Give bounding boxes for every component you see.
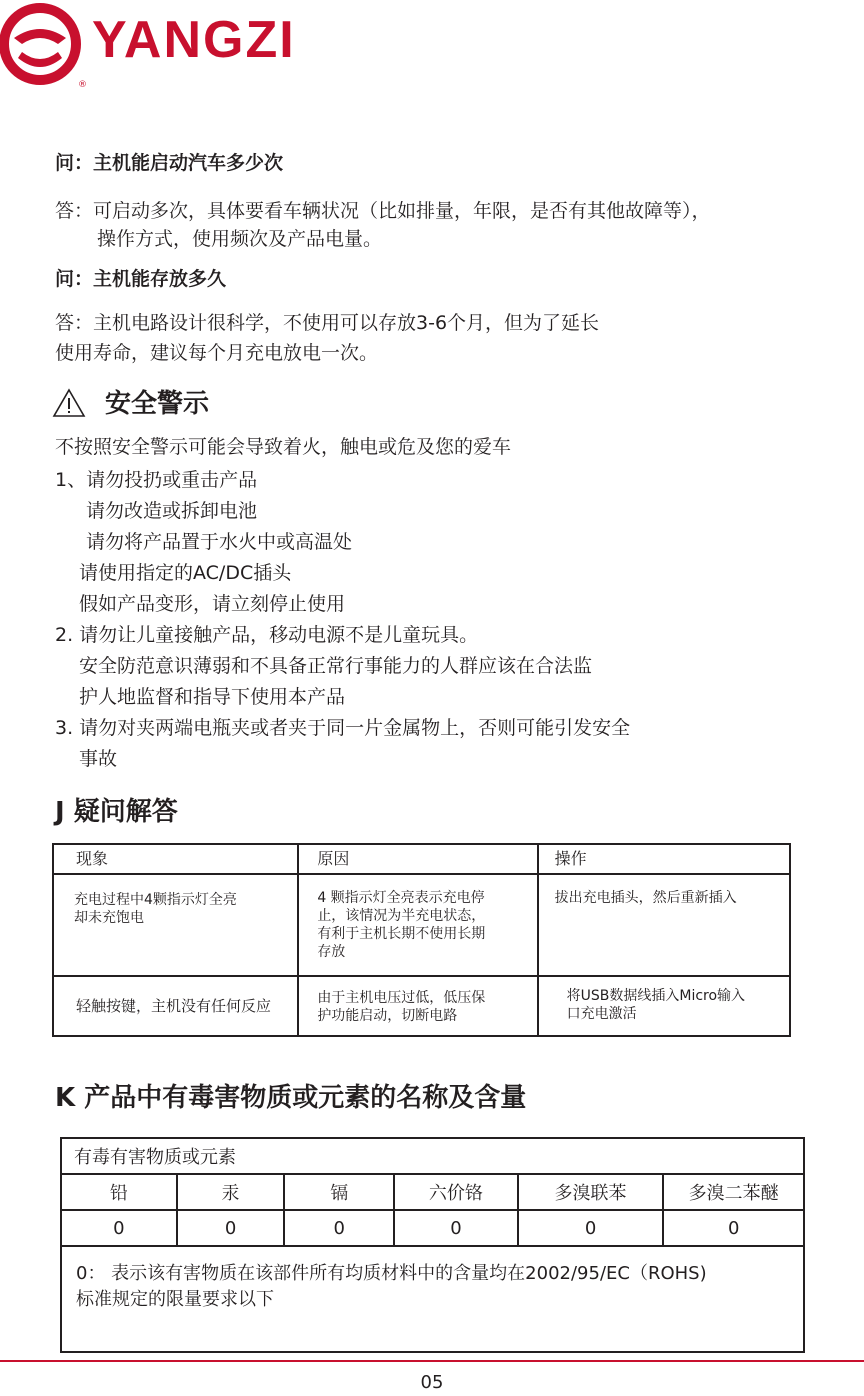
cell-action: 将USB数据线插入Micro输入 口充电激活 — [538, 976, 790, 1036]
safety-line: 假如产品变形，请立刻停止使用 — [79, 593, 346, 615]
table-header-row — [53, 844, 790, 874]
value-cell: 0 — [518, 1210, 664, 1246]
faq-answer-2-line-2: 使用寿命，建议每个月充电放电一次。 — [55, 342, 379, 364]
header-cell: 六价铬 — [394, 1174, 518, 1210]
hazard-table — [60, 1137, 805, 1353]
troubleshoot-table — [52, 843, 791, 1037]
faq-question-2: 问：主机能存放多久 — [55, 268, 227, 290]
value-cell: 0 — [394, 1210, 518, 1246]
header-cell: 现象 — [53, 844, 298, 874]
hazard-title: K 产品中有毒害物质或元素的名称及含量 — [55, 1083, 527, 1113]
faq-answer-1-line-1: 答：可启动多次，具体要看车辆状况（比如排量，年限，是否有其他故障等）， — [55, 200, 711, 222]
cell-cause: 4 颗指示灯全亮表示充电停 止，该情况为半充电状态， 有利于主机长期不使用长期 存放 — [298, 874, 537, 976]
value-cell: 0 — [663, 1210, 804, 1246]
safety-line: 护人地监督和指导下使用本产品 — [79, 686, 346, 708]
safety-intro: 不按照安全警示可能会导致着火，触电或危及您的爱车 — [55, 436, 512, 458]
safety-line: 3. 请勿对夹两端电瓶夹或者夹于同一片金属物上，否则可能引发安全 — [55, 717, 631, 739]
footer-divider — [0, 1360, 864, 1362]
table-row — [61, 1246, 804, 1352]
value-cell: 0 — [284, 1210, 394, 1246]
cell-cause: 由于主机电压过低，低压保 护功能启动，切断电路 — [298, 976, 537, 1036]
value-cell: 0 — [177, 1210, 285, 1246]
table-row — [61, 1210, 804, 1246]
cell-action: 拔出充电插头，然后重新插入 — [538, 874, 790, 976]
safety-line: 事故 — [79, 748, 118, 770]
value-cell: 0 — [61, 1210, 177, 1246]
troubleshoot-title: J 疑问解答 — [55, 797, 178, 827]
safety-line: 请勿改造或拆卸电池 — [86, 500, 258, 522]
brand-name: YANGZI — [92, 11, 296, 69]
table-row — [53, 874, 790, 976]
header-cell: 多溴二苯醚 — [663, 1174, 804, 1210]
cell-symptom: 轻触按键，主机没有任何反应 — [53, 976, 298, 1036]
table-row — [61, 1138, 804, 1174]
hazard-caption: 有毒有害物质或元素 — [61, 1138, 804, 1174]
safety-line: 请使用指定的AC/DC插头 — [79, 562, 292, 584]
safety-line: 安全防范意识薄弱和不具备正常行事能力的人群应该在合法监 — [79, 655, 593, 677]
safety-title: 安全警示 — [105, 389, 210, 419]
warning-icon — [52, 388, 86, 418]
faq-answer-1-line-2: 操作方式，使用频次及产品电量。 — [97, 228, 383, 250]
faq-question-1: 问：主机能启动汽车多少次 — [55, 152, 284, 174]
header-cell: 汞 — [177, 1174, 285, 1210]
faq-answer-2-line-1: 答：主机电路设计很科学，不使用可以存放3-6个月，但为了延长 — [55, 312, 600, 334]
header-cell: 铅 — [61, 1174, 177, 1210]
safety-line: 2. 请勿让儿童接触产品，移动电源不是儿童玩具。 — [55, 624, 479, 646]
header-cell: 原因 — [298, 844, 537, 874]
header-cell: 操作 — [538, 844, 790, 874]
hazard-note: 0： 表示该有害物质在该部件所有均质材料中的含量均在2002/95/EC（ROHS) 标准规定的限量要求以下 — [61, 1246, 804, 1352]
registered-mark: ® — [78, 80, 87, 90]
table-row — [53, 976, 790, 1036]
safety-line: 1、请勿投扔或重击产品 — [55, 469, 258, 491]
cell-symptom: 充电过程中4颗指示灯全亮 却未充饱电 — [53, 874, 298, 976]
safety-line: 请勿将产品置于水火中或高温处 — [86, 531, 353, 553]
header-cell: 多溴联苯 — [518, 1174, 664, 1210]
table-header-row — [61, 1174, 804, 1210]
header-cell: 镉 — [284, 1174, 394, 1210]
page-number: 05 — [420, 1372, 444, 1393]
